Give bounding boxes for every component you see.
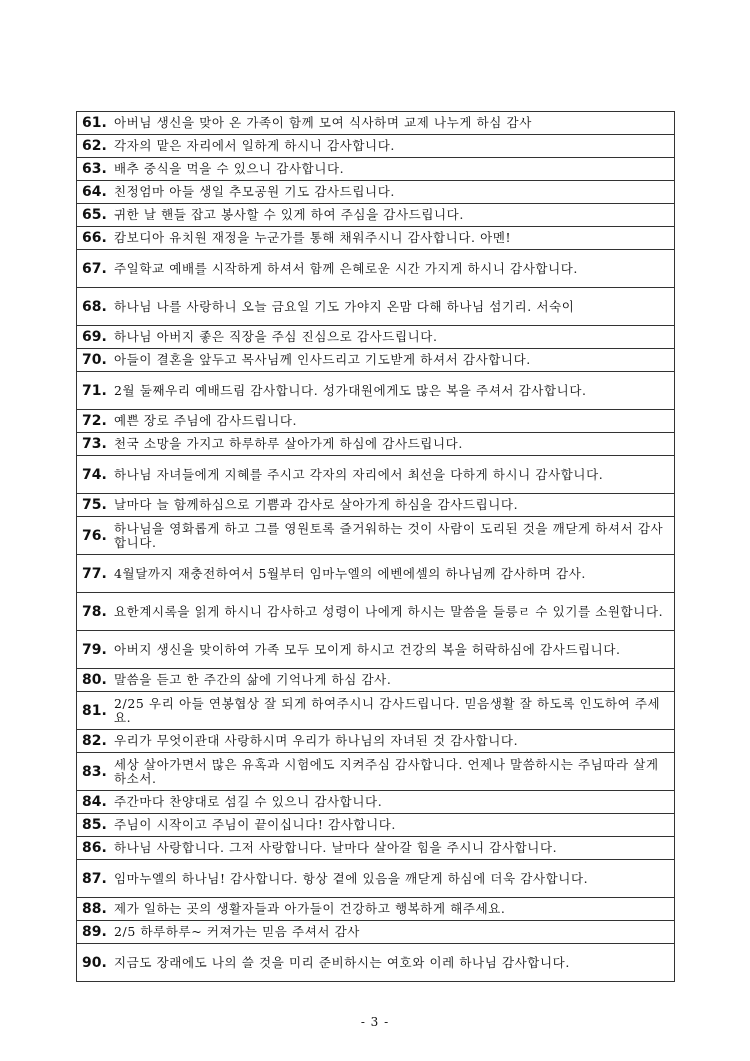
item-number: 82. (82, 733, 107, 749)
item-text: 하나님을 영화롭게 하고 그를 영원토록 즐거워하는 것이 사람이 도리된 것을 깨닫게 하셔서 감사합니다. (114, 521, 664, 550)
item-number: 85. (82, 817, 107, 833)
item-number: 62. (82, 138, 107, 154)
table-row (77, 250, 674, 288)
item-number: 83. (82, 763, 107, 780)
item-number: 75. (82, 497, 107, 513)
item-text: 말씀을 듣고 한 주간의 삶에 기억나게 하심 감사. (114, 673, 392, 687)
table-row (77, 456, 674, 494)
item-number: 72. (82, 413, 107, 429)
table-row (77, 181, 674, 204)
item-text: 주일학교 예배를 시작하게 하셔서 함께 은혜로운 시간 가지게 하시니 감사합니다. (114, 261, 579, 276)
table-row (77, 944, 674, 982)
table-row (77, 753, 674, 791)
item-number: 78. (82, 603, 107, 620)
table-row (77, 372, 674, 410)
table-row (77, 814, 674, 837)
item-text: 제가 일하는 곳의 생활자들과 아가들이 건강하고 행복하게 해주세요. (114, 902, 506, 916)
item-number: 87. (82, 870, 107, 887)
table-row (77, 227, 674, 250)
item-text: 세상 살아가면서 많은 유혹과 시험에도 지켜주심 감사합니다. 언제나 말씀하시는 주님따라 살게 하소서. (114, 757, 659, 786)
item-text: 귀한 날 핸들 잡고 봉사할 수 있게 하여 주심을 감사드립니다. (114, 208, 464, 222)
item-text: 2월 둘째우리 예배드림 감사합니다. 성가대원에게도 많은 복을 주셔서 감사합니다. (114, 383, 587, 398)
item-number: 80. (82, 672, 107, 688)
item-text: 아버지 생신을 맞이하여 가족 모두 모이게 하시고 건강의 복을 허락하심에 감사드립니다. (114, 642, 621, 657)
table-row (77, 288, 674, 326)
item-number: 70. (82, 352, 107, 368)
item-text: 하나님 자녀들에게 지혜를 주시고 각자의 자리에서 최선을 다하게 하시니 감사합니다. (114, 467, 604, 482)
item-number: 88. (82, 901, 107, 917)
item-text: 4월달까지 재충전하여서 5월부터 임마누엘의 에벤에셀의 하나님께 감사하며 감사. (114, 566, 586, 581)
item-number: 90. (82, 954, 107, 971)
item-number: 65. (82, 207, 107, 223)
item-number: 63. (82, 161, 107, 177)
item-number: 76. (82, 527, 107, 544)
item-text: 요한계시록을 읽게 하시니 감사하고 성령이 나에게 하시는 말씀을 들릉ㄹ 수 있기를 소원합니다. (114, 604, 664, 619)
table-row (77, 730, 674, 753)
table-row (77, 494, 674, 517)
table-row (77, 326, 674, 349)
item-text: 우리가 무엇이관대 사랑하시며 우리가 하나님의 자녀된 것 감사합니다. (114, 734, 519, 748)
item-text: 날마다 늘 함께하심으로 기쁨과 감사로 살아가게 하심을 감사드립니다. (114, 498, 519, 512)
item-number: 64. (82, 184, 107, 200)
item-number: 77. (82, 565, 107, 582)
item-text: 하나님 아버지 좋은 직장을 주심 진심으로 감사드립니다. (114, 330, 438, 344)
item-number: 89. (82, 924, 107, 940)
item-number: 67. (82, 260, 107, 277)
item-number: 74. (82, 466, 107, 483)
item-text: 배추 중식을 먹을 수 있으니 감사합니다. (114, 162, 345, 176)
table-row (77, 112, 674, 135)
table-row (77, 555, 674, 593)
table-row (77, 631, 674, 669)
table-row (77, 692, 674, 730)
item-text: 2/25 우리 아들 연봉협상 잘 되게 하여주시니 감사드립니다. 믿음생활 잘 하도록 인도하여 주세요. (114, 696, 661, 725)
item-text: 각자의 맡은 자리에서 일하게 하시니 감사합니다. (114, 139, 395, 153)
item-number: 79. (82, 641, 107, 658)
item-number: 73. (82, 436, 107, 452)
page-number: - 3 - (360, 1015, 390, 1029)
item-text: 주님이 시작이고 주님이 끝이십니다! 감사합니다. (114, 818, 396, 832)
gratitude-table (76, 111, 675, 982)
item-number: 69. (82, 329, 107, 345)
table-row (77, 898, 674, 921)
item-number: 81. (82, 702, 107, 719)
item-text: 아버님 생신을 맞아 온 가족이 함께 모여 식사하며 교제 나누게 하심 감사 (114, 116, 532, 130)
table-row (77, 349, 674, 372)
item-text: 주간마다 찬양대로 섬길 수 있으니 감사합니다. (114, 795, 383, 809)
table-row (77, 517, 674, 555)
item-text: 임마누엘의 하나님! 감사합니다. 항상 곁에 있음을 깨닫게 하심에 더욱 감사합니다. (114, 871, 589, 886)
item-number: 66. (82, 230, 107, 246)
item-text: 예쁜 장로 주님에 감사드립니다. (114, 414, 298, 428)
item-text: 천국 소망을 가지고 하루하루 살아가게 하심에 감사드립니다. (114, 437, 463, 451)
item-number: 84. (82, 794, 107, 810)
item-number: 71. (82, 382, 107, 399)
item-text: 아들이 결혼을 앞두고 목사님께 인사드리고 기도받게 하셔서 감사합니다. (114, 353, 531, 367)
table-row (77, 158, 674, 181)
table-row (77, 921, 674, 944)
item-text: 지금도 장래에도 나의 쓸 것을 미리 준비하시는 여호와 이레 하나님 감사합니다. (114, 955, 570, 970)
table-row (77, 669, 674, 692)
table-row (77, 593, 674, 631)
item-text: 2/5 하루하루~ 커져가는 믿음 주셔서 감사 (114, 925, 360, 939)
table-row (77, 410, 674, 433)
table-row (77, 135, 674, 158)
table-row (77, 791, 674, 814)
item-text: 캄보디아 유치원 재정을 누군가를 통해 채워주시니 감사합니다. 아멘! (114, 231, 512, 245)
item-number: 61. (82, 115, 107, 131)
table-row (77, 860, 674, 898)
item-text: 친정엄마 아들 생일 추모공원 기도 감사드립니다. (114, 185, 395, 199)
item-text: 하나님 사랑합니다. 그저 사랑합니다. 날마다 살아갈 힘을 주시니 감사합니다. (114, 841, 558, 855)
table-row (77, 837, 674, 860)
table-row (77, 204, 674, 227)
item-number: 86. (82, 840, 107, 856)
item-number: 68. (82, 298, 107, 315)
item-text: 하나님 나를 사랑하니 오늘 금요일 기도 가야지 온맘 다해 하나님 섬기리. 서숙이 (114, 299, 575, 314)
table-row (77, 433, 674, 456)
